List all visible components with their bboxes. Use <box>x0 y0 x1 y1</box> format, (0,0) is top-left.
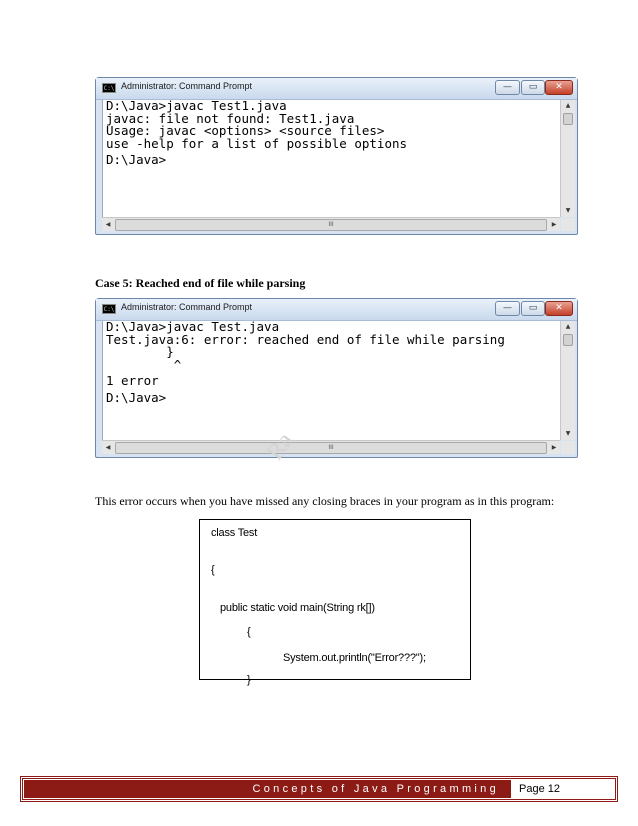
window-title: Administrator: Command Prompt <box>121 302 253 312</box>
footer-band <box>24 780 511 798</box>
horizontal-scrollbar[interactable] <box>102 217 560 231</box>
close-button[interactable]: ✕ <box>545 80 573 95</box>
vertical-scrollbar[interactable] <box>560 321 575 440</box>
scroll-up-icon[interactable]: ▲ <box>565 102 571 109</box>
console-line: } <box>106 344 174 359</box>
scroll-left-icon[interactable]: ◀ <box>105 444 111 451</box>
console-line: D:\Java>javac Test1.java <box>106 100 287 113</box>
console-line: ^ <box>106 356 182 372</box>
code-line: { <box>247 626 251 638</box>
code-line: { <box>211 564 215 576</box>
scroll-left-icon[interactable]: ◀ <box>105 221 111 228</box>
code-line: public static void main(String rk[]) <box>220 602 375 614</box>
scroll-up-icon[interactable]: ▲ <box>565 323 571 330</box>
scroll-down-icon[interactable]: ▼ <box>565 430 571 437</box>
console-line: Usage: javac <options> <source files> <box>106 123 385 138</box>
minimize-button[interactable]: — <box>495 80 520 95</box>
console-prompt: D:\Java> <box>106 152 167 167</box>
code-box <box>199 519 471 686</box>
footer-divider <box>512 779 514 799</box>
console-line: D:\Java>javac Test.java <box>106 321 280 334</box>
code-line: System.out.println("Error???"); <box>283 652 426 664</box>
window-titlebar[interactable] <box>96 299 577 321</box>
console-output[interactable] <box>102 321 560 440</box>
console-output[interactable] <box>102 100 560 217</box>
resize-grip[interactable] <box>561 218 575 231</box>
console-line: use -help for a list of possible options <box>106 135 408 151</box>
console-prompt: D:\Java> <box>106 389 167 405</box>
body-paragraph: This error occurs when you have missed any closing braces in your program as in this program: <box>95 494 555 508</box>
window-titlebar[interactable] <box>96 78 577 100</box>
case-heading: Case 5: Reached end of file while parsing <box>95 276 306 290</box>
command-prompt-window-1 <box>95 77 578 235</box>
scroll-thumb[interactable] <box>563 334 573 346</box>
resize-grip[interactable] <box>561 441 575 454</box>
scroll-right-icon[interactable]: ▶ <box>551 221 557 228</box>
page-number: Page 12 <box>519 783 560 795</box>
vertical-scrollbar[interactable] <box>560 100 575 217</box>
scroll-thumb-horizontal[interactable]: III <box>115 442 547 454</box>
scroll-thumb[interactable] <box>563 113 573 125</box>
scroll-thumb-horizontal[interactable]: III <box>115 219 547 231</box>
console-line: javac: file not found: Test1.java <box>106 110 355 126</box>
command-prompt-window-2 <box>95 298 578 458</box>
window-title: Administrator: Command Prompt <box>121 81 253 91</box>
console-line: 1 error <box>106 373 159 388</box>
maximize-button[interactable]: ▭ <box>521 301 545 316</box>
scroll-down-icon[interactable]: ▼ <box>565 207 571 214</box>
command-prompt-icon: C:\ <box>103 85 115 92</box>
maximize-button[interactable]: ▭ <box>521 80 545 95</box>
code-line: } <box>247 674 251 686</box>
command-prompt-icon: C:\ <box>103 306 115 313</box>
scroll-right-icon[interactable]: ▶ <box>551 444 557 451</box>
footer-title: Concepts of Java Programming <box>252 783 499 795</box>
watermark: Ra <box>262 428 299 465</box>
minimize-button[interactable]: — <box>495 301 520 316</box>
close-button[interactable]: ✕ <box>545 301 573 316</box>
horizontal-scrollbar[interactable] <box>102 440 560 454</box>
page-footer <box>20 776 618 802</box>
code-line: class Test <box>211 527 258 539</box>
console-line: Test.java:6: error: reached end of file while parsing <box>106 331 505 347</box>
